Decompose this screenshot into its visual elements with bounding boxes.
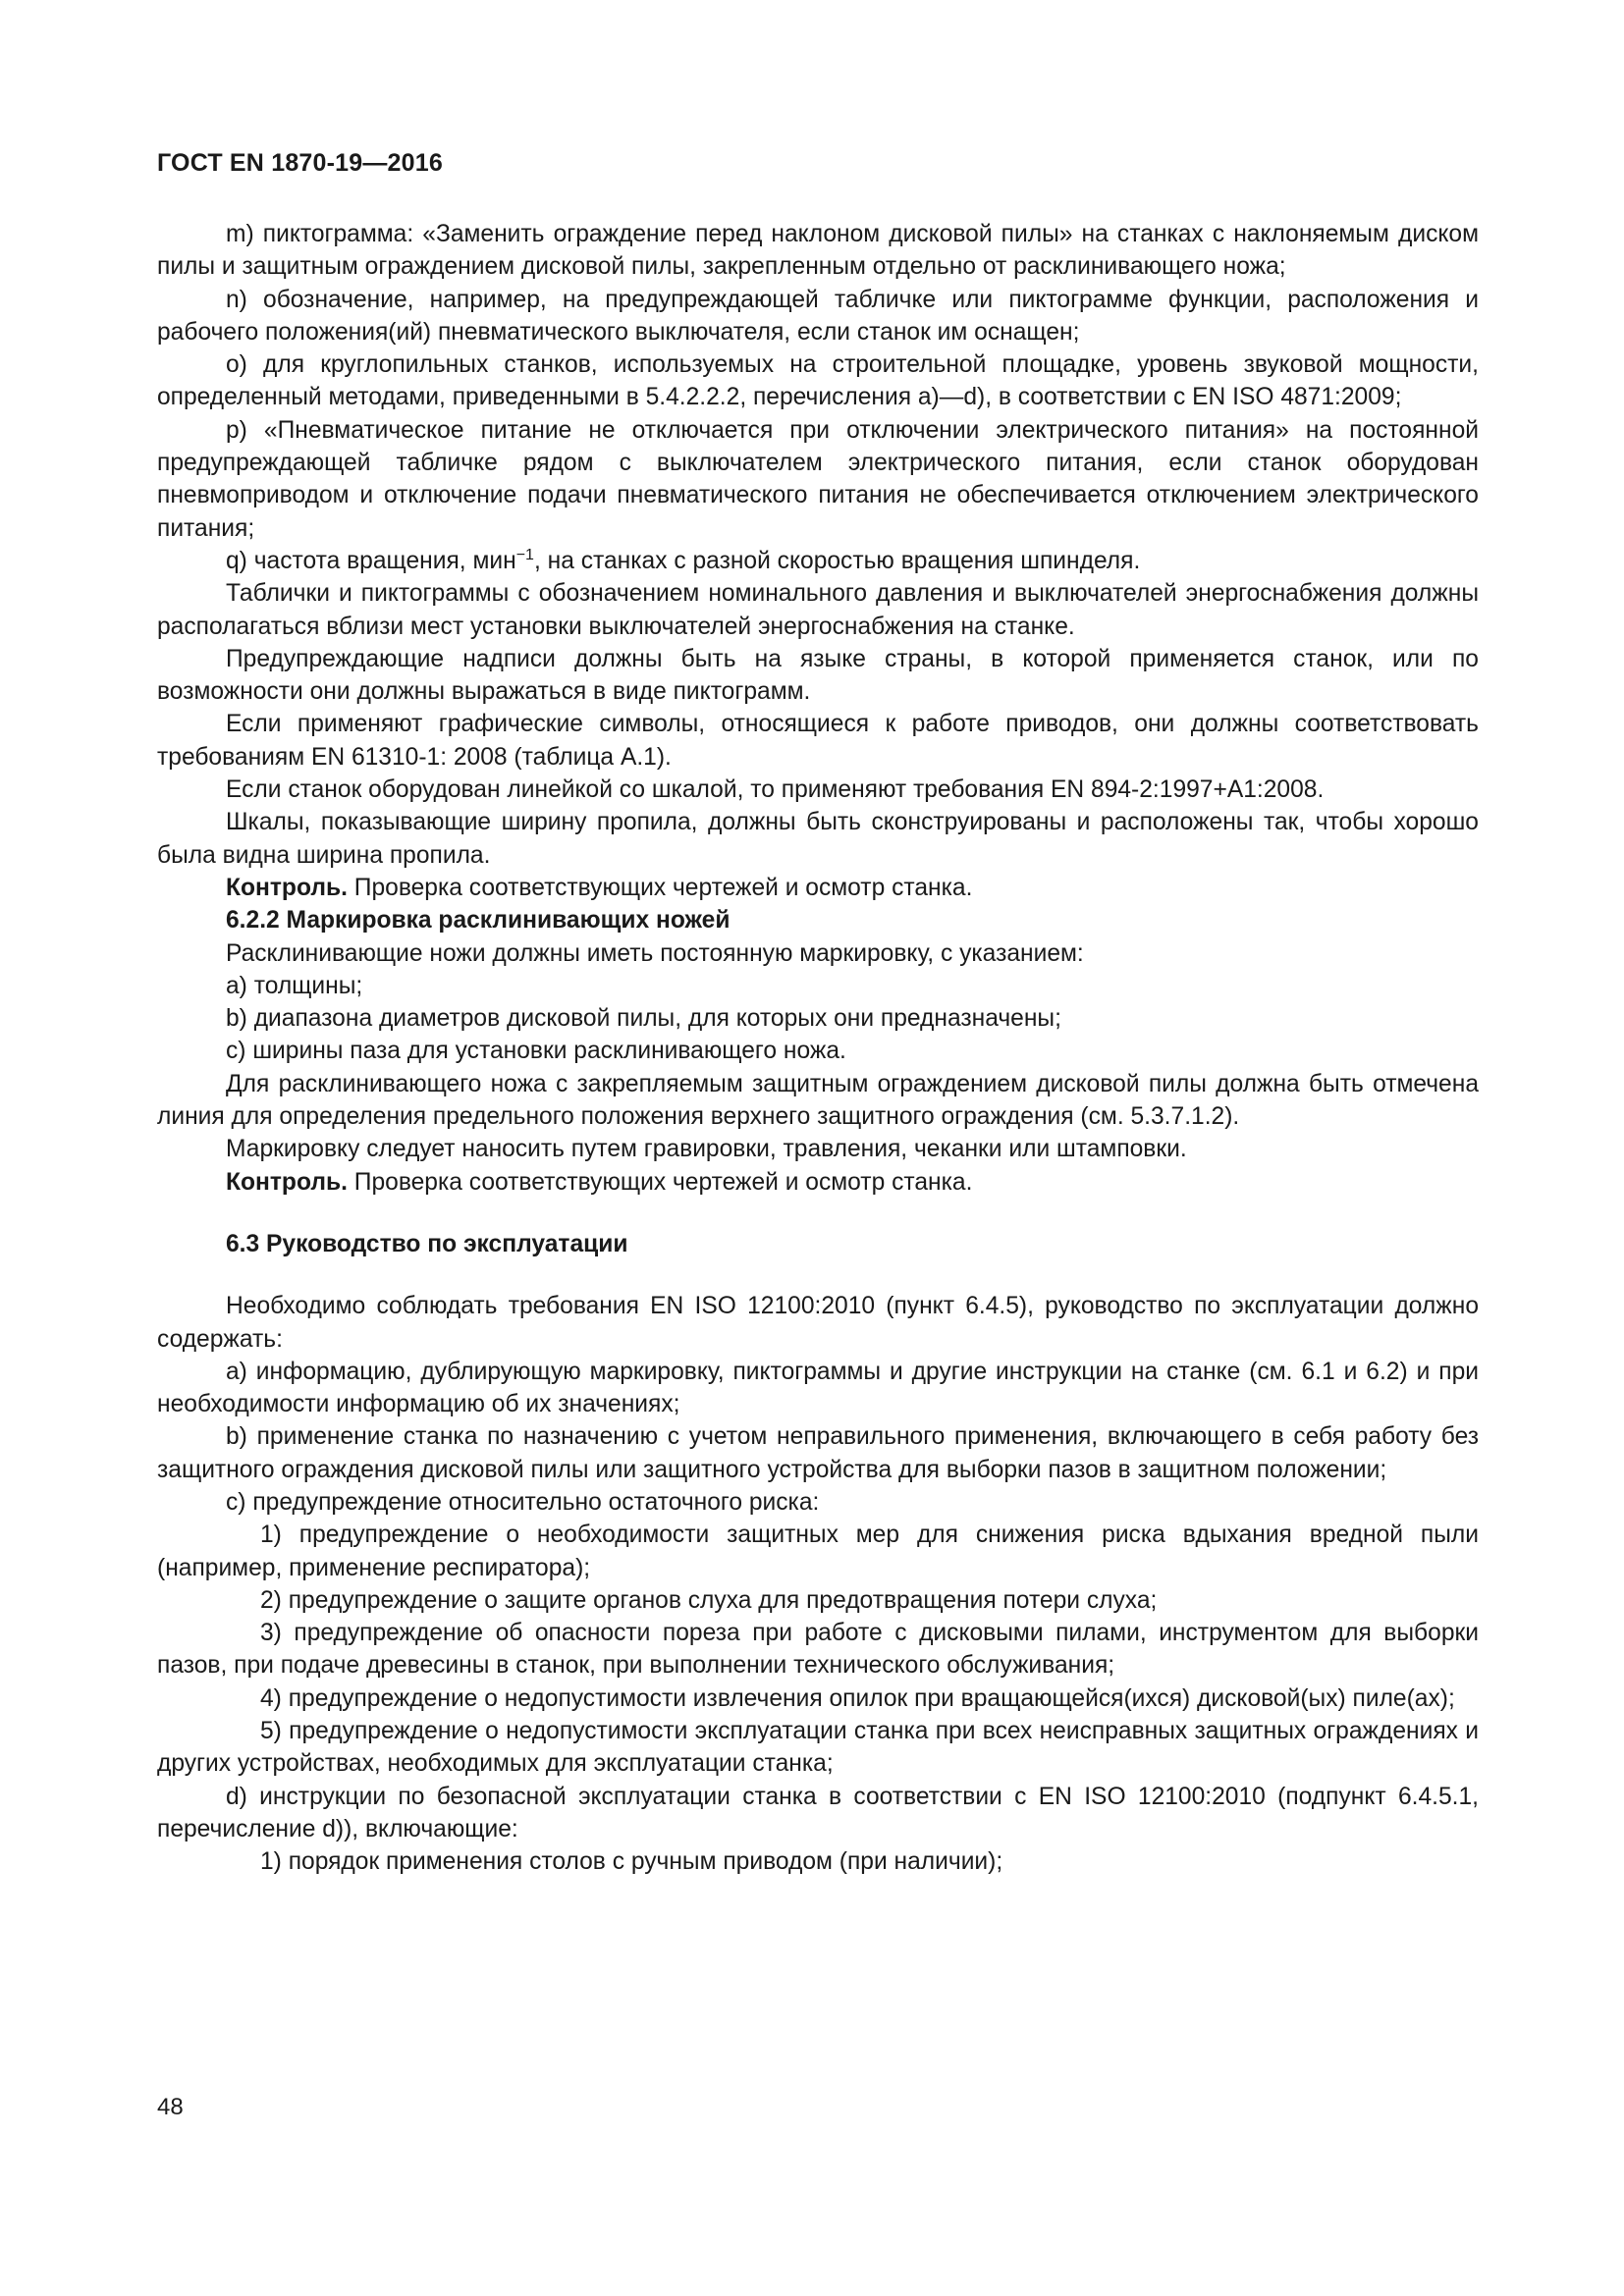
- riving-item-a: а) толщины;: [226, 972, 363, 999]
- manual-item-c: с) предупреждение относительно остаточного риска:: [226, 1488, 820, 1516]
- paragraph-warning-language: Предупреждающие надписи должны быть на языке страны, в которой применяется станок, или по возможности они должны выражаться в виде пиктограмм.: [157, 645, 1479, 706]
- manual-item-c-5: 5) предупреждение о недопустимости эксплуатации станка при всех неисправных защитных ограждениях и других устройствах, необходимых для эксплуатации станка;: [157, 1718, 1479, 1778]
- section-heading-6-3: [157, 1228, 1479, 1260]
- paragraph-scales: Шкалы, показывающие ширину пропила, должны быть сконструированы и расположены так, чтобы хорошо была видна ширина пропила.: [157, 809, 1479, 869]
- section-title: 6.2.2 Маркировка расклинивающих ножей: [226, 907, 731, 934]
- item-o: о) для круглопильных станков, используемых на строительной площадке, уровень звуковой мощности, определенный методами, приведенными в 5.4.2.2.2, перечисления а)—d), в соответствии с EN ISO 4871:2009;: [157, 351, 1479, 411]
- paragraph-marking: Маркировку следует наносить путем гравировки, травления, чеканки или штамповки.: [226, 1136, 1187, 1163]
- paragraph-graphic-symbols: Если применяют графические символы, относящиеся к работе приводов, они должны соответствовать требованиям EN 61310-1: 2008 (таблица А.1).: [157, 711, 1479, 771]
- control-label: Контроль.: [226, 1168, 348, 1196]
- paragraph-riving-intro: Расклинивающие ножи должны иметь постоянную маркировку, с указанием:: [226, 939, 1084, 967]
- control-paragraph-1: [157, 872, 1479, 904]
- item-q-superscript: −1: [515, 546, 534, 563]
- control-text: Проверка соответствующих чертежей и осмотр станка.: [347, 874, 973, 901]
- control-text: Проверка соответствующих чертежей и осмотр станка.: [347, 1168, 973, 1196]
- section-heading-6-2-2: [157, 904, 1479, 936]
- item-p: p) «Пневматическое питание не отключается при отключении электрического питания» на постоянной предупреждающей табличке рядом с выключателем электрического питания, если станок оборудован пневмоприводом и отключение подачи пневматического питания не обеспечивается отключением электрического питания;: [157, 416, 1479, 542]
- document-body: [157, 218, 1479, 1879]
- item-q: [157, 545, 1479, 577]
- manual-item-b: b) применение станка по назначению с учетом неправильного применения, включающего в себя работу без защитного ограждения дисковой пилы или защитного устройства для выборки пазов в защитном положении;: [157, 1423, 1479, 1483]
- control-paragraph-2: [157, 1166, 1479, 1199]
- manual-item-c-1: 1) предупреждение о необходимости защитных мер для снижения риска вдыхания вредной пыли (например, применение респиратора);: [157, 1522, 1479, 1581]
- item-m: m) пиктограмма: «Заменить ограждение перед наклоном дисковой пилы» на станках с наклоняемым диском пилы и защитным ограждением дисковой пилы, закрепленным отдельно от расклинивающего ножа;: [157, 221, 1479, 281]
- manual-item-c-3: 3) предупреждение об опасности пореза при работе с дисковыми пилами, инструментом для выборки пазов, при подаче древесины в станок, при выполнении технического обслуживания;: [157, 1620, 1479, 1680]
- paragraph-riving-line: Для расклинивающего ножа с закрепляемым защитным ограждением дисковой пилы должна быть отмечена линия для определения предельного положения верхнего защитного ограждения (см. 5.3.7.1.2).: [157, 1070, 1479, 1131]
- item-q-text-end: , на станках с разной скоростью вращения шпинделя.: [533, 547, 1141, 574]
- riving-item-b: b) диапазона диаметров дисковой пилы, для которых они предназначены;: [226, 1005, 1061, 1033]
- document-header: ГОСТ EN 1870-19—2016: [157, 149, 443, 177]
- item-n: n) обозначение, например, на предупреждающей табличке или пиктограмме функции, расположения и рабочего положения(ий) пневматического выключателя, если станок им оснащен;: [157, 286, 1479, 346]
- manual-item-c-2: 2) предупреждение о защите органов слуха для предотвращения потери слуха;: [260, 1586, 1158, 1614]
- page-number: 48: [157, 2094, 184, 2120]
- manual-item-c-4: 4) предупреждение о недопустимости извлечения опилок при вращающейся(ихся) дисковой(ых) пиле(ах);: [260, 1684, 1455, 1712]
- item-q-text: q) частота вращения, мин: [226, 547, 516, 574]
- section-title: 6.3 Руководство по эксплуатации: [226, 1230, 628, 1257]
- paragraph-ruler: Если станок оборудован линейкой со шкалой, то применяют требования EN 894-2:1997+A1:2008.: [226, 776, 1325, 804]
- control-label: Контроль.: [226, 874, 348, 901]
- manual-item-a: а) информацию, дублирующую маркировку, пиктограммы и другие инструкции на станке (см. 6.1 и 6.2) и при необходимости информацию об их значениях;: [157, 1358, 1479, 1418]
- paragraph-manual-intro: Необходимо соблюдать требования EN ISO 12100:2010 (пункт 6.4.5), руководство по эксплуатации должно содержать:: [157, 1293, 1479, 1353]
- manual-item-d: d) инструкции по безопасной эксплуатации станка в соответствии с EN ISO 12100:2010 (подпункт 6.4.5.1, перечисление d)), включающие:: [157, 1783, 1479, 1842]
- riving-item-c: с) ширины паза для установки расклинивающего ножа.: [226, 1038, 846, 1065]
- manual-item-d-1: 1) порядок применения столов с ручным приводом (при наличии);: [260, 1848, 1003, 1876]
- paragraph-signs: Таблички и пиктограммы с обозначением номинального давления и выключателей энергоснабжения должны располагаться вблизи мест установки выключателей энергоснабжения на станке.: [157, 580, 1479, 640]
